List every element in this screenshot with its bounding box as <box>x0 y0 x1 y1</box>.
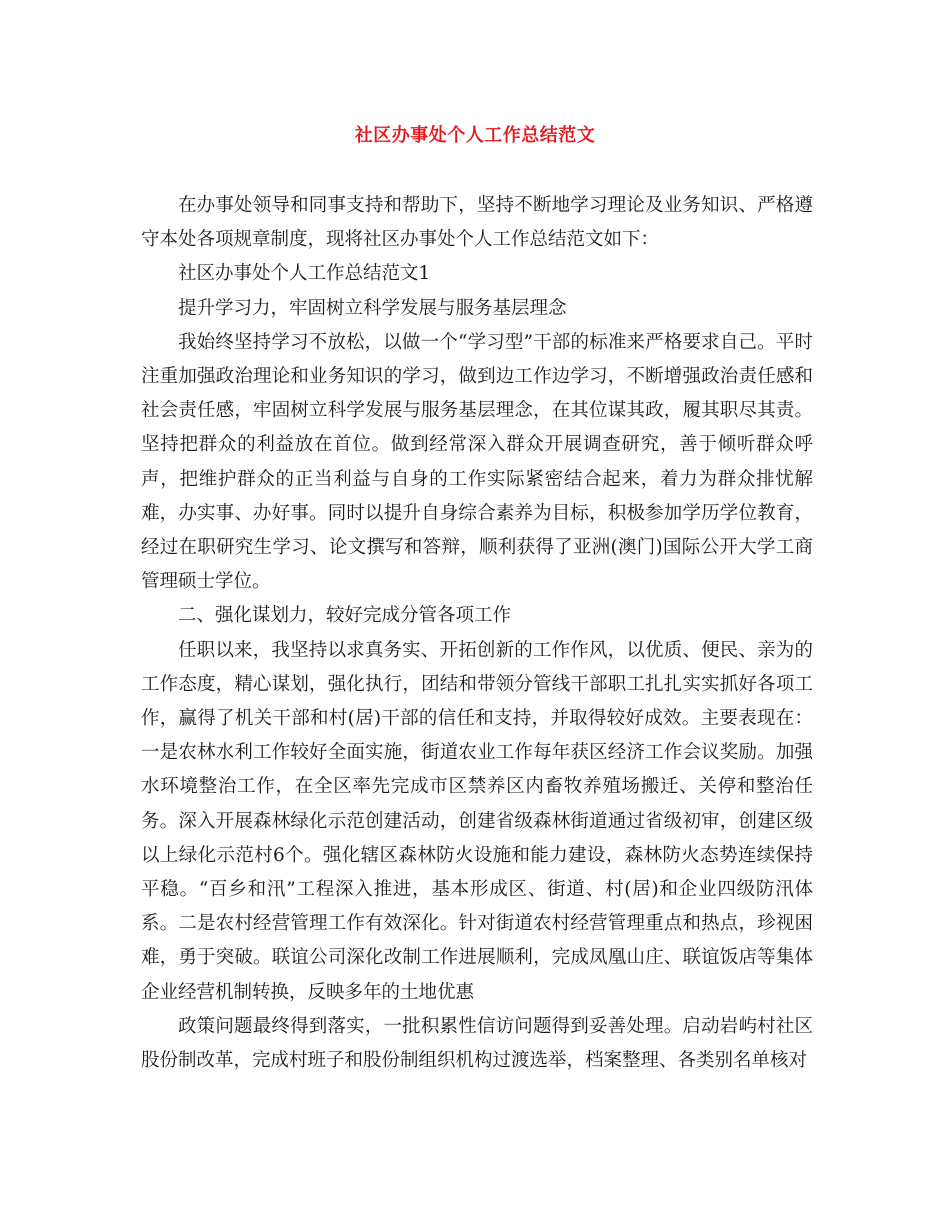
document-title: 社区办事处个人工作总结范文 <box>354 125 596 146</box>
paragraph-intro: 在办事处领导和同事支持和帮助下，坚持不断地学习理论及业务知识、严格遵守本处各项规章制度，现将社区办事处个人工作总结范文如下： <box>141 195 813 251</box>
paragraph-policy: 政策问题最终得到落实，一批积累性信访问题得到妥善处理。启动岩屿村社区股份制改革，完成村班子和股份制组织机构过渡选举，档案整理、各类别名单核对 <box>141 1015 813 1072</box>
paragraph-learning: 我始终坚持学习不放松，以做一个“学习型”干部的标准来严格要求自己。平时注重加强政治理论和业务知识的学习，做到边工作边学习，不断增强政治责任感和社会责任感，牢固树立科学发展与服务基层理念，在其位谋其政，履其职尽其责。坚持把群众的利益放在首位。做到经常深入群众开展调查研究，善于倾听群众呼声，把维护群众的正当利益与自身的工作实际紧密结合起来，着力为群众排忧解难，办实事、办好事。同时以提升自身综合素养为目标，积极参加学历学位教育，经过在职研究生学习、论文撰写和答辩，顺利获得了亚洲(澳门)国际公开大学工商管理硕士学位。 <box>141 331 813 593</box>
paragraph-heading-1: 提升学习力，牢固树立科学发展与服务基层理念 <box>178 297 567 319</box>
paragraph-work: 任职以来，我坚持以求真务实、开拓创新的工作作风，以优质、便民、亲为的工作态度，精心谋划，强化执行，团结和带领分管线干部职工扎扎实实抓好各项工作，赢得了机关干部和村(居)干部的信任和支持，并取得较好成效。主要表现在：一是农林水利工作较好全面实施，街道农业工作每年获区经济工作会议奖励。加强水环境整治工作，在全区率先完成市区禁养区内畜牧养殖场搬迁、关停和整治任务。深入开展森林绿化示范创建活动，创建省级森林街道通过省级初审，创建区级以上绿化示范村6个。强化辖区森林防火设施和能力建设，森林防火态势连续保持平稳。“百乡和汛”工程深入推进，基本形成区、街道、村(居)和企业四级防汛体系。二是农村经营管理工作有效深化。针对街道农村经营管理重点和热点，珍视困难，勇于突破。联谊公司深化改制工作进展顺利，完成凤凰山庄、联谊饭店等集体企业经营机制转换，反映多年的土地优惠 <box>141 639 813 1003</box>
paragraph-heading-2: 二、强化谋划力，较好完成分管各项工作 <box>178 605 512 627</box>
document-body <box>141 189 813 1078</box>
paragraph-subtitle: 社区办事处个人工作总结范文1 <box>178 263 431 285</box>
